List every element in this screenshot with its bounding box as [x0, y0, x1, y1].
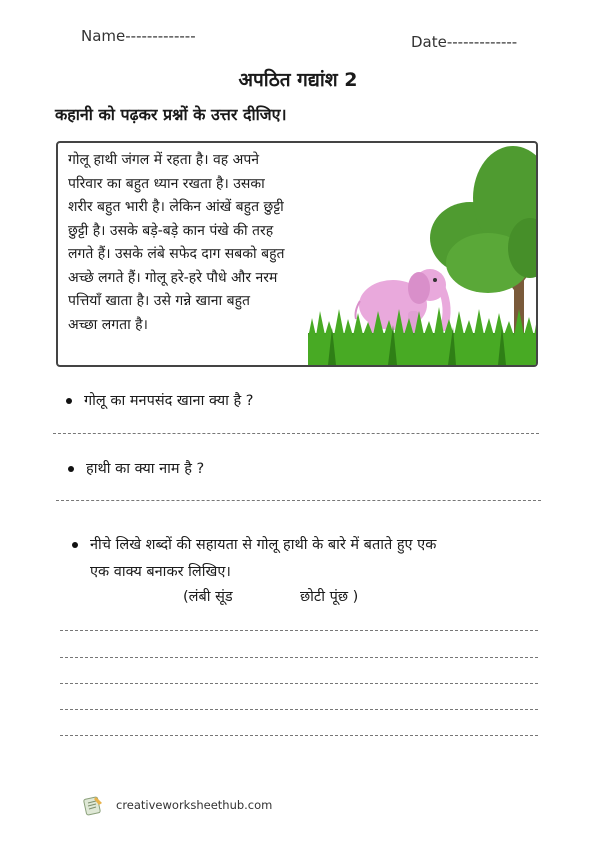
answer-line-3[interactable]: [60, 630, 538, 631]
question-1-text: गोलू का मनपसंद खाना क्या है ?: [84, 393, 254, 409]
worksheet-logo-icon: [82, 794, 104, 816]
answer-line-7[interactable]: [60, 735, 538, 736]
passage-text: [68, 149, 388, 337]
question-3-text-line1: नीचे लिखे शब्दों की सहायता से गोलू हाथी के बारे में बताते हुए एक: [90, 537, 437, 553]
answer-line-6[interactable]: [60, 709, 538, 710]
passage-line: गोलू हाथी जंगल में रहता है। वह अपने: [68, 152, 260, 168]
passage-line: अच्छे लगते हैं। गोलू हरे-हरे पौधे और नरम: [68, 269, 278, 286]
passage-line: लगते हैं। उसके लंबे सफेद दाग सबको बहुत: [68, 246, 285, 262]
footer: [82, 794, 272, 816]
answer-line-4[interactable]: [60, 657, 538, 658]
passage-line: शरीर बहुत भारी है। लेकिन आंखें बहुत छुट्टी: [68, 199, 284, 215]
passage-line: अच्छा लगता है।: [68, 316, 148, 333]
question-2: [68, 458, 204, 478]
passage-box: [56, 141, 538, 367]
bullet-icon: [68, 466, 74, 472]
passage-line: परिवार का बहुत ध्यान रखता है। उसका: [68, 175, 265, 192]
question-3-text-line2: एक वाक्य बनाकर लिखिए।: [90, 564, 231, 580]
bullet-icon: [66, 398, 72, 404]
answer-line-1[interactable]: [53, 433, 539, 434]
hint-word-2: छोटी पूंछ ): [300, 589, 359, 605]
worksheet-title: अपठित गद्यांश 2: [238, 69, 358, 91]
hint-word-1: (लंबी सूंड: [183, 589, 233, 605]
answer-line-5[interactable]: [60, 683, 538, 684]
name-field-label: Name-------------: [81, 27, 196, 45]
passage-line: छुट्टी है। उसके बड़े-बड़े कान पंखे की तरह: [68, 222, 274, 239]
answer-line-2[interactable]: [56, 500, 541, 501]
passage-line: पत्तियाँ खाता है। उसे गन्ने खाना बहुत: [68, 293, 251, 309]
question-1: [66, 390, 254, 410]
footer-site-text: creativeworksheethub.com: [116, 798, 273, 812]
question-2-text: हाथी का क्या नाम है ?: [86, 461, 205, 477]
bullet-icon: [72, 542, 78, 548]
instruction-text: कहानी को पढ़कर प्रश्नों के उत्तर दीजिए।: [55, 105, 287, 124]
question-3: [72, 534, 436, 554]
date-field-label: Date-------------: [411, 33, 518, 51]
